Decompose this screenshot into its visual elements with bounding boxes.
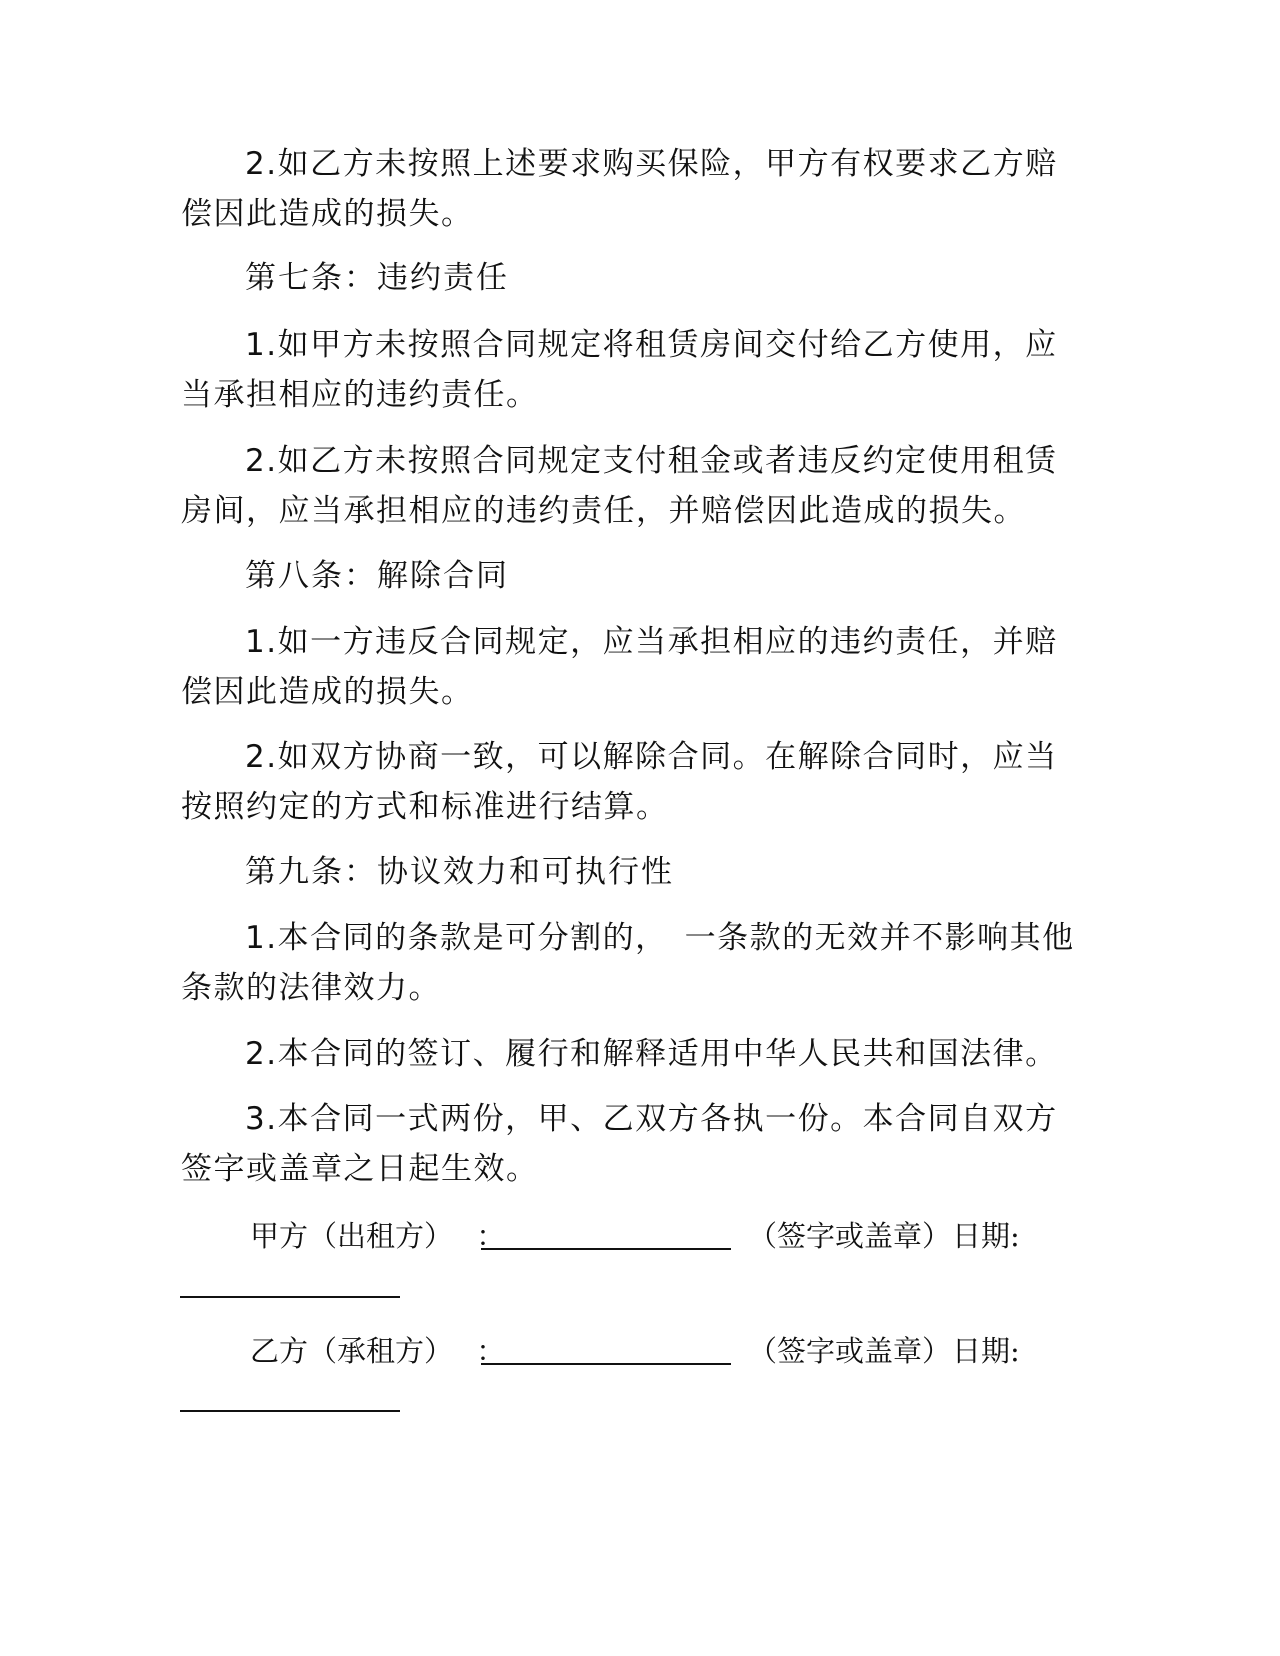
paragraph-line: 签字或盖章之日起生效。 (181, 1151, 539, 1187)
paragraph-line: 1.本合同的条款是可分割的， 一条款的无效并不影响其他 (245, 920, 1075, 956)
signature-row-lessee (250, 1331, 505, 1371)
paragraph-line: 2.如乙方未按照上述要求购买保险，甲方有权要求乙方赔 (245, 146, 1058, 182)
article-heading: 第八条：解除合同 (245, 558, 509, 594)
paragraph-line: 1.如甲方未按照合同规定将租赁房间交付给乙方使用，应 (245, 327, 1058, 363)
paragraph-line: 2.如双方协商一致，可以解除合同。在解除合同时，应当 (245, 739, 1058, 775)
party-label: 乙方（承租方） (250, 1334, 454, 1368)
paragraph-line: 偿因此造成的损失。 (181, 196, 474, 232)
colon: ： (476, 1334, 506, 1368)
paragraph-line: 2.如乙方未按照合同规定支付租金或者违反约定使用租赁 (245, 443, 1058, 479)
date-blank[interactable] (180, 1410, 400, 1412)
signature-blank[interactable] (481, 1363, 731, 1365)
paragraph-line: 当承担相应的违约责任。 (181, 377, 539, 413)
article-heading: 第九条：协议效力和可执行性 (245, 854, 674, 890)
signature-blank[interactable] (481, 1248, 731, 1250)
paragraph-line: 1.如一方违反合同规定，应当承担相应的违约责任，并赔 (245, 624, 1058, 660)
paragraph-line: 偿因此造成的损失。 (181, 674, 474, 710)
colon: ： (476, 1219, 506, 1253)
date-label: 日期: (952, 1219, 1020, 1253)
paragraph-line: 房间，应当承担相应的违约责任，并赔偿因此造成的损失。 (181, 493, 1026, 529)
seal-note: （签字或盖章） (748, 1334, 952, 1368)
date-label: 日期: (952, 1334, 1020, 1368)
party-label: 甲方（出租方） (250, 1219, 454, 1253)
paragraph-line: 按照约定的方式和标准进行结算。 (181, 789, 669, 825)
paragraph-line: 条款的法律效力。 (181, 970, 441, 1006)
paragraph-line: 3.本合同一式两份，甲、乙双方各执一份。本合同自双方 (245, 1101, 1058, 1137)
paragraph-line: 2.本合同的签订、履行和解释适用中华人民共和国法律。 (245, 1036, 1058, 1072)
article-heading: 第七条：违约责任 (245, 260, 509, 296)
seal-note: （签字或盖章） (748, 1219, 952, 1253)
date-blank[interactable] (180, 1296, 400, 1298)
signature-row-lessor (250, 1216, 505, 1256)
